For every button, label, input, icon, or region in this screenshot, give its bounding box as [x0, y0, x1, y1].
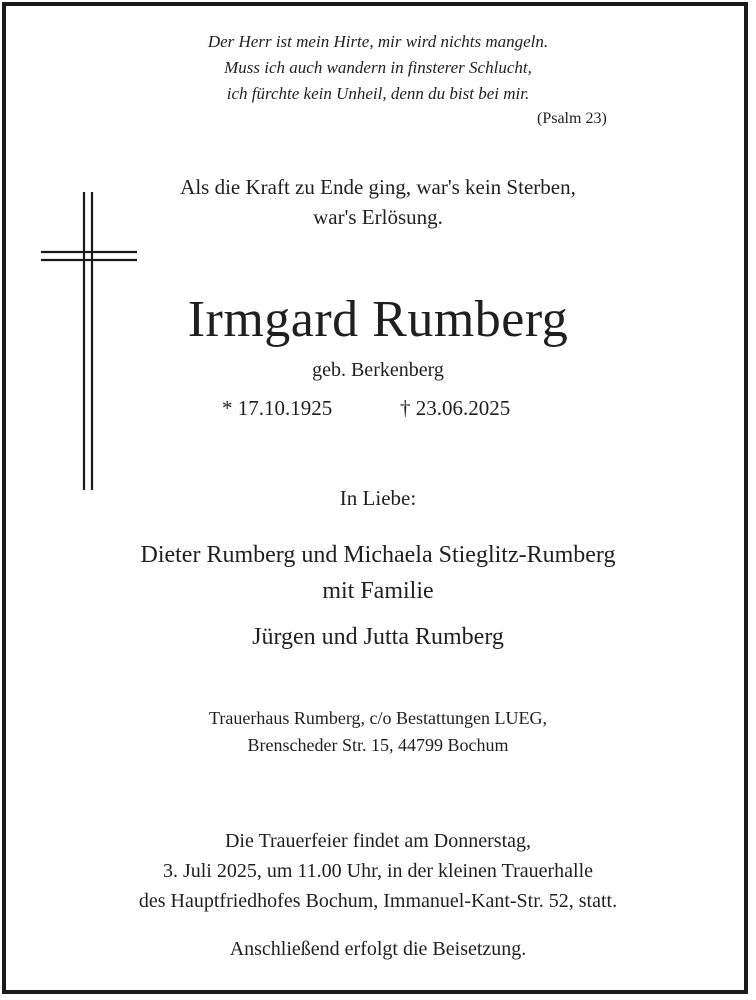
mourner-line-2: mit Familie — [322, 578, 434, 604]
deceased-name: Irmgard Rumberg — [187, 291, 569, 348]
birth-name: geb. Berkenberg — [312, 359, 444, 381]
psalm-verse-line-2: Muss ich auch wandern in finsterer Schlucht, — [224, 58, 532, 77]
service-line-1: Die Trauerfeier findet am Donnerstag, — [224, 830, 531, 852]
mourners-intro: In Liebe: — [339, 486, 417, 510]
service-line-3: des Hauptfriedhofes Bochum, Immanuel-Kant-Str. 52, statt. — [138, 890, 618, 912]
birth-date: * 17.10.1925 — [222, 396, 333, 420]
mourner-line-3: Jürgen und Jutta Rumberg — [252, 624, 504, 650]
motto-line-1: Als die Kraft zu Ende ging, war's kein Sterben, — [180, 175, 576, 199]
service-line-2: 3. Juli 2025, um 11.00 Uhr, in der kleinen Trauerhalle — [162, 860, 594, 882]
burial-notice: Anschließend erfolgt die Beisetzung. — [229, 938, 527, 960]
death-date: † 23.06.2025 — [400, 396, 511, 420]
mourner-line-1: Dieter Rumberg und Michaela Stieglitz-Rumberg — [140, 542, 616, 568]
psalm-verse-line-1: Der Herr ist mein Hirte, mir wird nichts mangeln. — [207, 32, 549, 51]
motto-line-2: war's Erlösung. — [313, 205, 443, 229]
address-line-2: Brenscheder Str. 15, 44799 Bochum — [247, 735, 509, 755]
psalm-verse-line-3: ich fürchte kein Unheil, denn du bist bei mir. — [226, 84, 530, 103]
address-line-1: Trauerhaus Rumberg, c/o Bestattungen LUEG, — [209, 708, 547, 728]
psalm-source: (Psalm 23) — [537, 110, 607, 127]
